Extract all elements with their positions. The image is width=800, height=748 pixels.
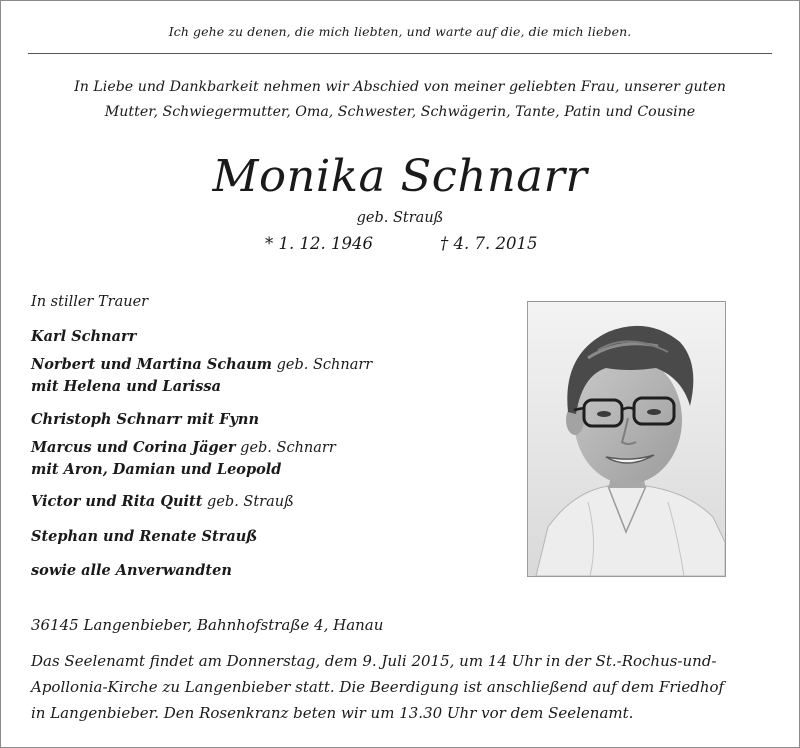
birth-name: geb. Strauß [356, 210, 444, 226]
mourner-entry [31, 491, 294, 513]
motto-quote: Ich gehe zu denen, die mich liebten, und warte auf die, die mich lieben. [168, 24, 632, 39]
mourner-entry [31, 376, 221, 398]
mourner-note: geb. Schnarr [272, 357, 373, 373]
mourner-name: Marcus und Corina Jäger [31, 439, 236, 456]
mourner-entry [31, 459, 281, 481]
divider-line [28, 53, 772, 54]
portrait-photo [527, 301, 726, 577]
mourner-entry [31, 437, 336, 459]
family-address: 36145 Langenbieber, Bahnhofstraße 4, Hanau [31, 616, 384, 634]
portrait-illustration [528, 302, 725, 576]
intro-line-2: Mutter, Schwiegermutter, Oma, Schwester, Schwägerin, Tante, Patin und Cousine [104, 104, 696, 120]
mourner-note: geb. Schnarr [235, 440, 336, 456]
mourner-name: Victor und Rita Quitt [31, 493, 203, 510]
mourner-entry [31, 326, 136, 348]
mourner-entry [31, 354, 372, 376]
mourner-name: mit Aron, Damian und Leopold [31, 461, 282, 478]
mourner-entry [31, 409, 259, 431]
mourner-name: Stephan und Renate Strauß [31, 528, 258, 545]
mourner-entry [31, 526, 257, 548]
mourner-name: mit Helena und Larissa [31, 378, 221, 395]
service-line-3: in Langenbieber. Den Rosenkranz beten wir um 13.30 Uhr vor dem Seelenamt. [31, 704, 634, 722]
mourner-note: geb. Strauß [202, 494, 294, 510]
service-line-1: Das Seelenamt findet am Donnerstag, dem 9. Juli 2015, um 14 Uhr in der St.-Rochus-und- [31, 652, 717, 670]
mourner-name: Karl Schnarr [31, 328, 137, 345]
birth-date: * 1. 12. 1946 [265, 234, 373, 253]
mourners-heading: In stiller Trauer [31, 294, 149, 310]
intro-line-1: In Liebe und Dankbarkeit nehmen wir Abschied von meiner geliebten Frau, unserer guten [74, 79, 726, 95]
death-date: † 4. 7. 2015 [440, 234, 538, 253]
mourner-name: Christoph Schnarr mit Fynn [31, 411, 259, 428]
mourner-name: Norbert und Martina Schaum [31, 356, 272, 373]
mourner-entry [31, 560, 232, 582]
service-notice [31, 648, 776, 726]
intro-text [0, 75, 800, 125]
mourner-name: sowie alle Anverwandten [31, 562, 232, 579]
service-line-2: Apollonia-Kirche zu Langenbieber statt. Die Beerdigung ist anschließend auf dem Friedhof [31, 678, 725, 696]
deceased-name: Monika Schnarr [212, 151, 588, 202]
